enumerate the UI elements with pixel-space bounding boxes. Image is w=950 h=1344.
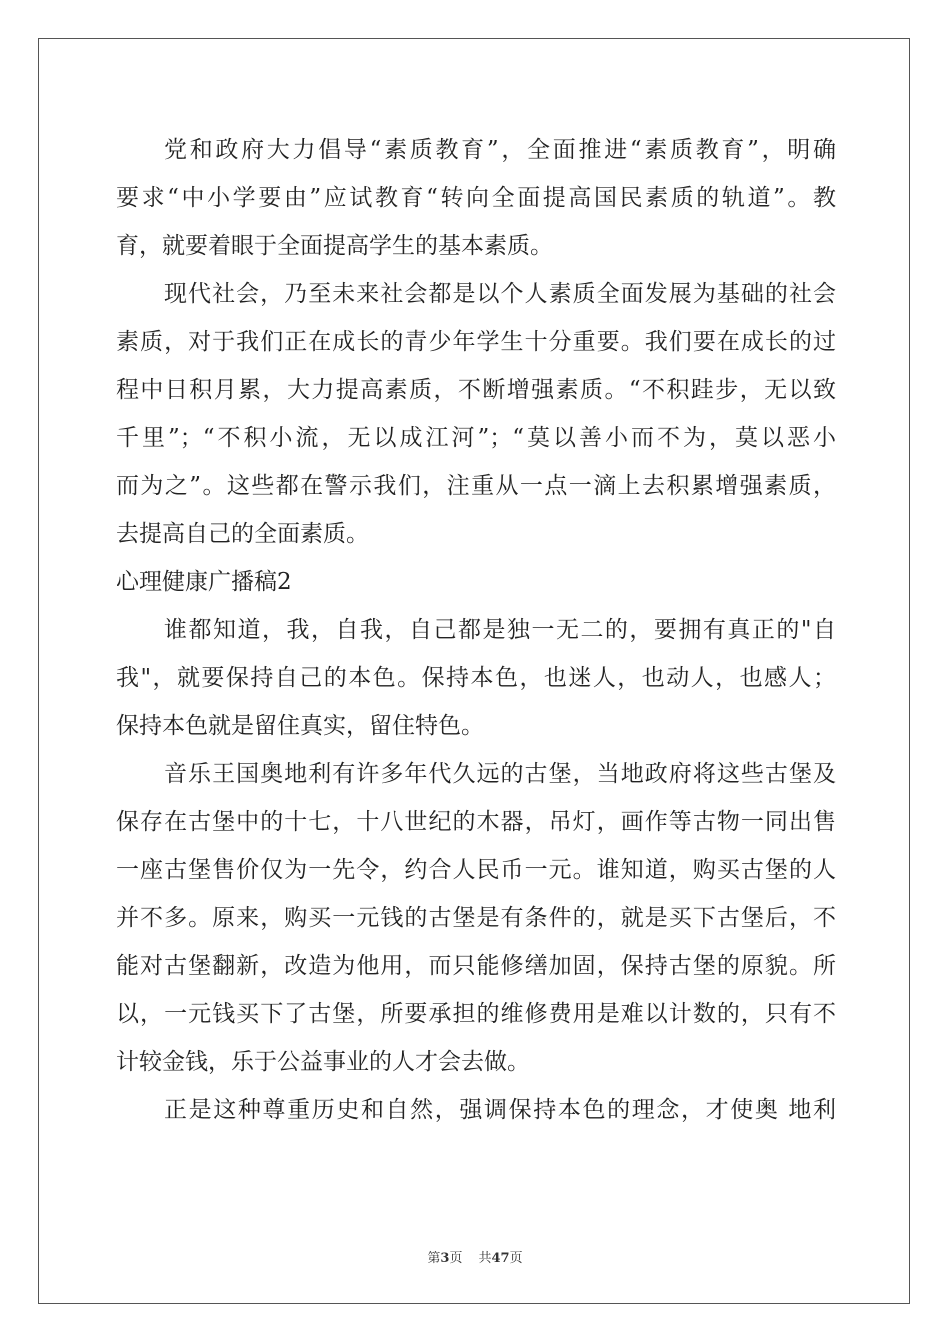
page-suffix: 页 [449, 1251, 463, 1266]
page-footer [0, 1247, 950, 1266]
text-line: 我"，就要保持自己的本色。保持本色，也迷人，也动人，也感人； [116, 665, 836, 691]
document-body [116, 126, 836, 1134]
text-line: 谁都知道，我，自我，自己都是独一无二的，要拥有真正的"自 [164, 617, 836, 643]
text-line: 一座古堡售价仅为一先令，约合人民币一元。谁知道，购买古堡的人 [116, 857, 836, 883]
text-line: 素质，对于我们正在成长的青少年学生十分重要。我们要在成长的过 [116, 329, 836, 355]
text-line: 正是这种尊重历史和自然，强调保持本色的理念，才使奥 地利 [164, 1097, 836, 1123]
text-line: 以，一元钱买下了古堡，所要承担的维修费用是难以计数的，只有不 [116, 1001, 836, 1027]
text-line: 现代社会，乃至未来社会都是以个人素质全面发展为基础的社会 [164, 281, 836, 307]
text-line: 音乐王国奥地利有许多年代久远的古堡，当地政府将这些古堡及 [164, 761, 836, 787]
text-line: 计较金钱，乐于公益事业的人才会去做。 [116, 1049, 530, 1075]
text-line: 去提高自己的全面素质。 [116, 521, 369, 547]
text-line: 能对古堡翻新，改造为他用，而只能修缮加固，保持古堡的原貌。所 [116, 953, 836, 979]
total-prefix: 共 [478, 1251, 492, 1266]
text-line: 程中日积月累，大力提高素质，不断增强素质。“不积跬步，无以致 [116, 377, 836, 403]
total-suffix: 页 [509, 1251, 523, 1266]
page-prefix: 第 [427, 1251, 441, 1266]
text-line: 而为之”。这些都在警示我们，注重从一点一滴上去积累增强素质， [116, 473, 836, 499]
text-line: 保持本色就是留住真实，留住特色。 [116, 713, 484, 739]
text-line: 千里”；“不积小流，无以成江河”；“莫以善小而不为，莫以恶小 [116, 425, 836, 451]
text-line: 要求“中小学要由”应试教育“转向全面提高国民素质的轨道”。教 [116, 185, 836, 211]
page-number: 3 [440, 1251, 450, 1266]
text-line: 并不多。原来，购买一元钱的古堡是有条件的，就是买下古堡后，不 [116, 905, 836, 931]
text-line: 党和政府大力倡导“素质教育”，全面推进“素质教育”，明确 [164, 137, 836, 163]
text-line: 保存在古堡中的十七，十八世纪的木器，吊灯，画作等古物一同出售 [116, 809, 836, 835]
total-pages: 47 [491, 1251, 510, 1266]
section-heading: 心理健康广播稿2 [116, 569, 292, 595]
text-line: 育，就要着眼于全面提高学生的基本素质。 [116, 233, 553, 259]
